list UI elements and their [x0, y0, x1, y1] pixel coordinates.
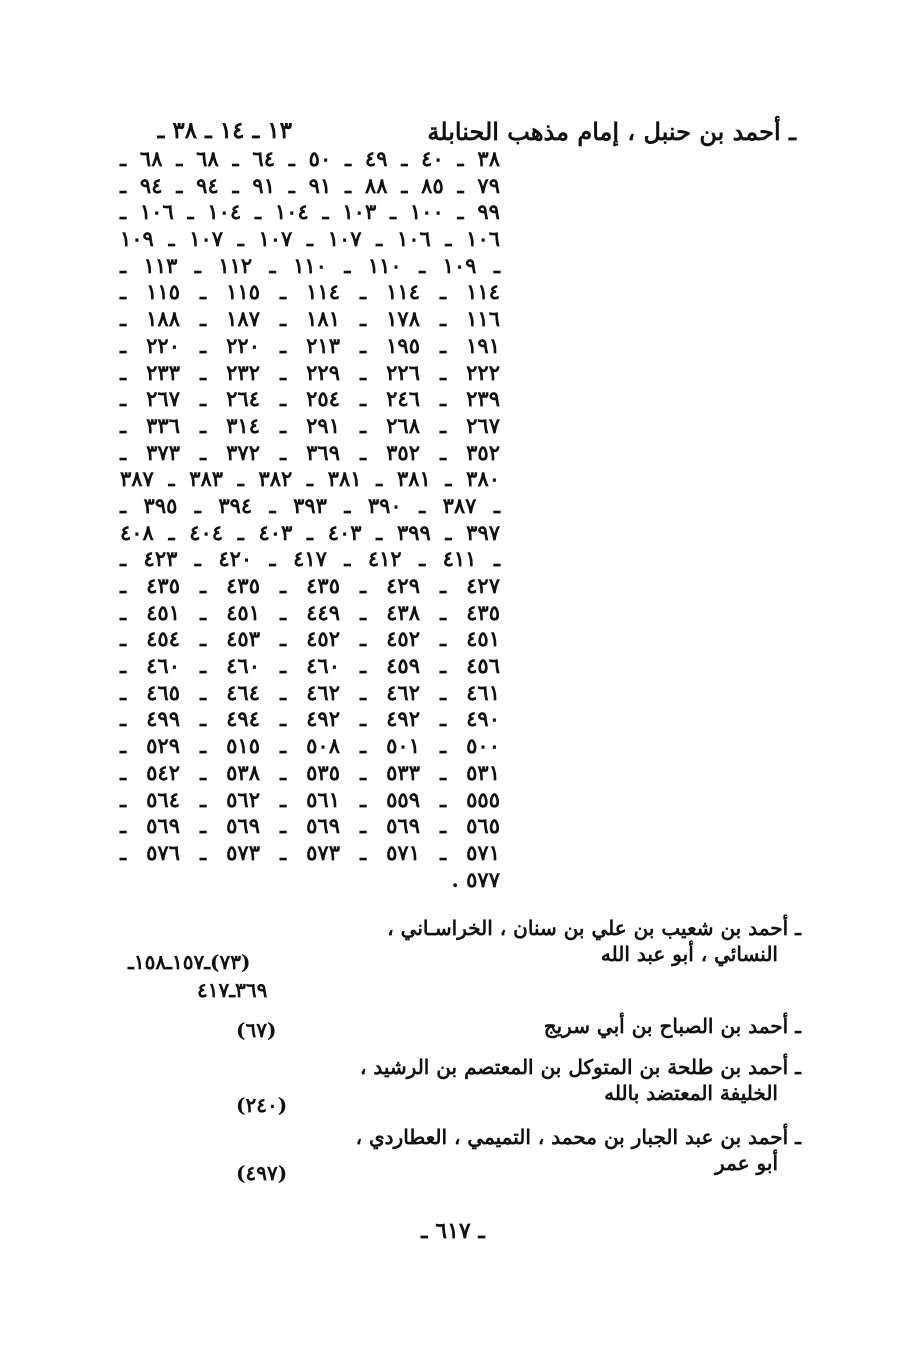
page-reference-line: ٥٧٧ . [451, 866, 500, 892]
entry-page-refs: (٧٣)ـ١٥٧ـ١٥٨ـ [128, 950, 251, 974]
entry-name-line: أبو عمر [715, 1151, 778, 1175]
entry-page-refs: ٣٦٩ـ٤١٧ [197, 978, 268, 1002]
page-reference-line: ٥٠٠ ـ ٥٠١ ـ ٥٠٨ ـ ٥١٥ ـ ٥٢٩ ـ [120, 733, 500, 759]
page-reference-line: ـ ١٠٩ ـ ١١٠ ـ ١١٠ ـ ١١٢ ـ ١١٣ ـ [120, 252, 500, 278]
page-reference-line: ٤٥٦ ـ ٤٥٩ ـ ٤٦٠ ـ ٤٦٠ ـ ٤٦٠ ـ [120, 653, 500, 679]
page-reference-line: ـ ٣٨٧ ـ ٣٩٠ ـ ٣٩٣ ـ ٣٩٤ ـ ٣٩٥ ـ [120, 492, 500, 518]
page-reference-line: ٤٣٥ ـ ٤٣٨ ـ ٤٤٩ ـ ٤٥١ ـ ٤٥١ ـ [120, 599, 500, 625]
entry-first-refs: ١٣ ـ ١٤ ـ ٣٨ ـ [157, 117, 292, 144]
page-reference-line: ٣٥٢ ـ ٣٥٢ ـ ٣٦٩ ـ ٣٧٢ ـ ٣٧٣ ـ [120, 439, 500, 465]
page-reference-line: ـ ٤١١ ـ ٤١٢ ـ ٤١٧ ـ ٤٢٠ ـ ٤٢٣ ـ [120, 546, 500, 572]
page-reference-line: ٤٩٠ ـ ٤٩٢ ـ ٤٩٢ ـ ٤٩٤ ـ ٤٩٩ ـ [120, 706, 500, 732]
entry-page-refs: (٢٤٠) [236, 1093, 288, 1117]
entry-name-line: الخليفة المعتضد بالله [604, 1081, 778, 1105]
page-number: ـ ٦١٧ ـ [421, 1218, 485, 1244]
entry-name-line: ـ أحمد بن الصباح بن أبي سريج [543, 1014, 801, 1038]
page-reference-line: ٧٩ ـ ٨٥ ـ ٨٨ ـ ٩١ ـ ٩١ ـ ٩٤ ـ ٩٤ ـ [120, 172, 500, 198]
page-reference-line: ١٠٦ ـ ١٠٦ ـ ١٠٧ ـ ١٠٧ ـ ١٠٧ ـ ١٠٩ [120, 226, 501, 252]
page-reference-line: ١٩١ ـ ١٩٥ ـ ٢١٣ ـ ٢٢٠ ـ ٢٢٠ ـ [120, 332, 500, 358]
page-reference-line: ٤٢٧ ـ ٤٢٩ ـ ٤٣٥ ـ ٤٣٥ ـ ٤٣٥ ـ [120, 573, 500, 598]
page-reference-line: ٣٨٠ ـ ٣٨١ ـ ٣٨١ ـ ٣٨٢ ـ ٣٨٣ ـ ٣٨٧ [120, 466, 501, 492]
page-reference-line: ٢٦٧ ـ ٢٦٨ ـ ٢٩١ ـ ٣١٤ ـ ٣٣٦ ـ [120, 412, 500, 438]
page-reference-line: ٢٣٩ ـ ٢٤٦ ـ ٢٥٤ ـ ٢٦٤ ـ ٢٦٧ ـ [120, 386, 500, 412]
entry-name-line: ـ أحمد بن طلحة بن المتوكل بن المعتصم بن الرشيد ، [359, 1055, 801, 1079]
entry-name-line: النسائي ، أبو عبد الله [600, 942, 778, 966]
page-reference-line: ٢٢٢ ـ ٢٢٦ ـ ٢٢٩ ـ ٢٣٢ ـ ٢٣٣ ـ [120, 359, 500, 385]
page-reference-line: ٣٩٧ ـ ٣٩٩ ـ ٤٠٣ ـ ٤٠٣ ـ ٤٠٤ ـ ٤٠٨ [120, 519, 501, 545]
entry-page-refs: (٤٩٧) [236, 1161, 288, 1185]
page-reference-line: ١١٤ ـ ١١٤ ـ ١١٤ ـ ١١٥ ـ ١١٥ ـ [120, 279, 500, 305]
page-reference-line: ٤٥١ ـ ٤٥٢ ـ ٤٥٢ ـ ٤٥٣ ـ ٤٥٤ ـ [120, 626, 500, 652]
page-reference-line: ٣٨ ـ ٤٠ ـ ٤٩ ـ ٥٠ ـ ٦٤ ـ ٦٨ ـ ٦٨ ـ [120, 146, 500, 171]
entry-name-line: ـ أحمد بن عبد الجبار بن محمد ، التميمي ، العطاردي ، [355, 1125, 801, 1149]
page-reference-line: ٥٦٥ ـ ٥٦٩ ـ ٥٦٩ ـ ٥٦٩ ـ ٥٦٩ ـ [120, 813, 500, 839]
page-reference-line: ٥٣١ ـ ٥٣٣ ـ ٥٣٥ ـ ٥٣٨ ـ ٥٤٢ ـ [120, 759, 500, 785]
entry-heading-ahmad-ibn-hanbal: ـ أحمد بن حنبل ، إمام مذهب الحنابلة [427, 117, 796, 146]
page-reference-list [120, 146, 500, 893]
page-reference-line: ٥٥٥ ـ ٥٥٩ ـ ٥٦١ ـ ٥٦٢ ـ ٥٦٤ ـ [120, 786, 500, 812]
page-reference-line: ١١٦ ـ ١٧٨ ـ ١٨١ ـ ١٨٧ ـ ١٨٨ ـ [120, 306, 500, 332]
entry-name-line: ـ أحمد بن شعيب بن علي بن سنان ، الخراسـاني ، [387, 916, 801, 940]
entry-page-refs: (٦٧) [236, 1018, 277, 1042]
page-reference-line: ٥٧١ ـ ٥٧١ ـ ٥٧٣ ـ ٥٧٣ ـ ٥٧٦ ـ [120, 839, 500, 865]
page-reference-line: ٩٩ ـ ١٠٠ ـ ١٠٣ ـ ١٠٤ ـ ١٠٤ ـ ١٠٦ ـ [120, 199, 500, 225]
page-reference-line: ٤٦١ ـ ٤٦٢ ـ ٤٦٢ ـ ٤٦٤ ـ ٤٦٥ ـ [120, 679, 500, 705]
